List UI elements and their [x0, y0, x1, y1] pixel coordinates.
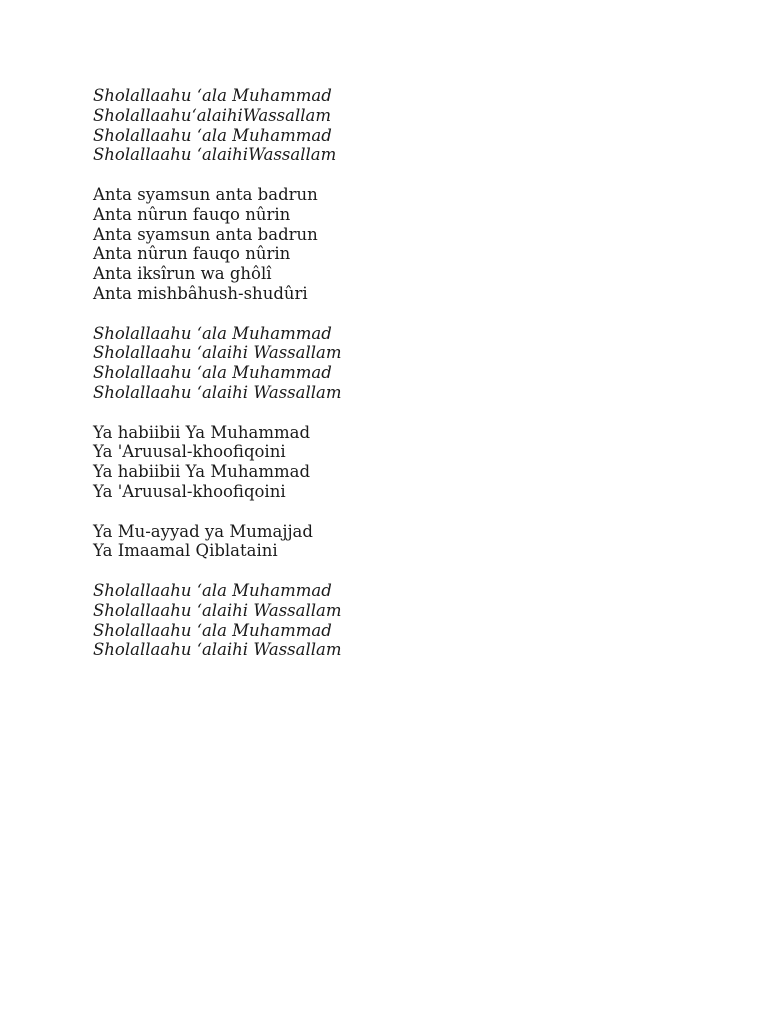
lyrics-body [93, 86, 693, 680]
lyric-line: Ya Imaamal Qiblataini [93, 541, 278, 561]
lyric-line: Anta syamsun anta badrun [93, 184, 318, 204]
lyric-line: Ya habiibii Ya Muhammad [93, 462, 311, 482]
lyric-line: Anta nûrun fauqo nûrin [93, 244, 291, 264]
lyric-line: Anta mishbâhush-shudûri [93, 283, 308, 303]
stanza-verse-2 [93, 423, 693, 502]
stanza-verse-3 [93, 522, 693, 562]
lyric-line: Sholallaahu ‘ala Muhammad [93, 363, 332, 383]
lyric-line: Sholallaahu ‘alaihi Wassallam [93, 600, 342, 620]
lyric-line: Sholallaahu ‘alaihi Wassallam [93, 382, 342, 402]
lyric-line: Ya 'Aruusal-khoofiqoini [93, 442, 286, 462]
stanza-chorus-3 [93, 581, 693, 660]
lyric-line: Ya Mu-ayyad ya Mumajjad [93, 521, 313, 541]
stanza-verse-1 [93, 185, 693, 304]
lyric-line: Sholallaahu ‘ala Muhammad [93, 620, 332, 640]
stanza-chorus-2 [93, 324, 693, 403]
lyric-line: Sholallaahu ‘ala Muhammad [93, 580, 332, 600]
lyric-line: Sholallaahu ‘ala Muhammad [93, 86, 332, 105]
lyric-line: Anta syamsun anta badrun [93, 224, 318, 244]
lyric-line: Sholallaahu ‘ala Muhammad [93, 125, 332, 145]
lyric-line: Sholallaahu ‘alaihiWassallam [93, 145, 337, 165]
lyric-line: Ya habiibii Ya Muhammad [93, 422, 311, 442]
lyric-line: Sholallaahu ‘alaihi Wassallam [93, 640, 342, 660]
lyric-line: Sholallaahu ‘alaihi Wassallam [93, 343, 342, 363]
lyric-line: Sholallaahu ‘ala Muhammad [93, 323, 332, 343]
lyric-line: Anta nûrun fauqo nûrin [93, 204, 291, 224]
lyric-line: Sholallaahu‘alaihiWassallam [93, 105, 332, 125]
lyric-line: Anta iksîrun wa ghôlî [93, 264, 272, 284]
lyric-line: Ya 'Aruusal-khoofiqoini [93, 481, 286, 501]
stanza-chorus-1 [93, 86, 693, 165]
